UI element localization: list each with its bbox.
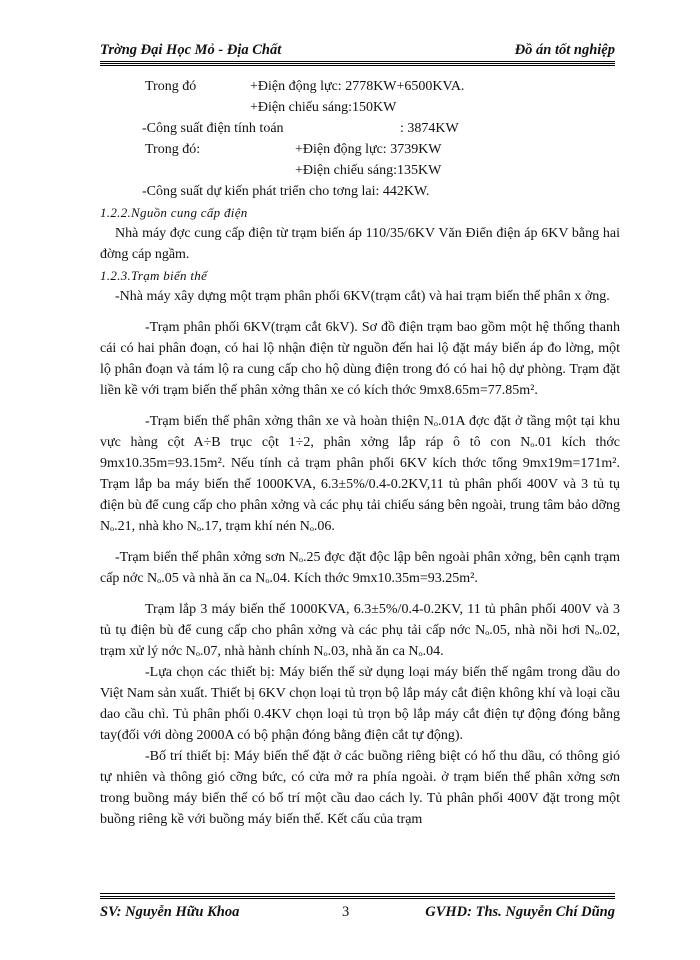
page-number: 3 bbox=[342, 904, 350, 920]
paragraph-tram-son: -Trạm biến thế phân xởng sơn Nₒ.25 đợc đặt độc lập bên ngoài phân xởng, bên cạnh trạm cấp nớc Nₒ.05 và nhà ăn ca Nₒ.04. Kích thớc 9mx10.35m=93.25m². bbox=[100, 550, 620, 586]
page-header bbox=[100, 42, 615, 62]
document-body bbox=[100, 76, 620, 830]
power-line-3 bbox=[100, 118, 620, 139]
paragraph-bo-tri-thiet-bi: -Bố trí thiết bị: Máy biến thế đặt ở các buồng riêng biệt có hố thu dầu, có thông gió tự nhiên và thông gió cỡng bức, có cửa mở ra phía ngoài. ở trạm biến thế phân xởng sơn trong buồng máy biến thế có bố trí một cầu dao cách ly. Tủ phân phối 400V đặt trong một buồng riêng kề với buồng máy biến thế. Kết cấu của trạm bbox=[100, 749, 620, 827]
header-rule-thin bbox=[100, 65, 615, 66]
header-university: Trờng Đại Học Mỏ - Địa Chất bbox=[100, 42, 282, 58]
power-line-5 bbox=[100, 160, 620, 181]
footer-advisor: GVHD: Ths. Nguyễn Chí Dũng bbox=[425, 904, 615, 920]
paragraph-tram-cat: -Trạm phân phối 6KV(trạm cắt 6kV). Sơ đồ điện trạm bao gồm một hệ thống thanh cái có hai phân đoạn, có hai lộ nhận điện từ nguồn đến hai lộ đặt máy biến áp đo lờng, một lộ phân đoạn và tám lộ ra cung cấp cho hộ dùng điện trong đó có hai hộ dự phòng. Trạm đặt liền kề với trạm biến thế phân xởng thân xe có kích thớc 9mx8.65m=77.85m². bbox=[100, 320, 620, 398]
power-line-1 bbox=[100, 76, 620, 97]
value-dong-luc-1: +Điện động lực: 2778KW+6500KVA. bbox=[250, 79, 465, 94]
footer-rule bbox=[100, 896, 615, 899]
header-doc-type: Đồ án tốt nghiệp bbox=[514, 42, 615, 58]
label-cong-suat-tinh-toan: -Công suất điện tính toán bbox=[142, 121, 284, 136]
paragraph-lua-chon-thiet-bi: -Lựa chọn các thiết bị: Máy biến thế sử dụng loại máy biến thế ngâm trong dầu do Việt Nam sản xuất. Thiết bị 6KV chọn loại tủ trọn bộ lắp máy cắt điện không khí và loại cầu dao cầu chì. Tủ phân phối 0.4KV chọn loại tủ trọn bộ lắp máy cắt điện tự động đóng bằng tay(đối với dòng 2000A có bộ phận đóng bằng điện cắt tự động). bbox=[100, 665, 620, 743]
paragraph-tram-lap: Trạm lắp 3 máy biến thế 1000KVA, 6.3±5%/0.4-0.2KV, 11 tủ phân phối 400V và 3 tủ tụ điện bù để cung cấp cho phân xởng và các phụ tải cấp nớc Nₒ.05, nhà nồi hơi Nₒ.02, trạm xử lý nớc Nₒ.07, nhà hành chính Nₒ.03, nhà ăn ca Nₒ.04. bbox=[100, 602, 620, 659]
paragraph-tram-than-xe: -Trạm biến thế phân xởng thân xe và hoàn thiện Nₒ.01A đợc đặt ở tầng một tại khu vực hàng cột A÷B trục cột 1÷2, phân xởng lắp ráp ô tô con Nₒ.01 kích thớc 9mx10.35m=93.15m². Nếu tính cả trạm phân phối 6KV kích thớc tổng 9mx19m=171m². Trạm lắp ba máy biến thế 1000KVA, 6.3±5%/0.4-0.2KV,11 tủ phân phối 400V và 3 tủ tụ điện bù để cung cấp cho phân xởng và các phụ tải chiếu sáng bên ngoài, trung tâm bảo dỡng Nₒ.21, nhà kho Nₒ.17, trạm khí nén Nₒ.06. bbox=[100, 414, 620, 534]
section-heading-1-2-2: 1.2.2.Nguồn cung cấp điện bbox=[100, 205, 248, 220]
value-du-kien: -Công suất dự kiến phát triển cho tơng lai: 442KW. bbox=[142, 184, 430, 199]
paragraph-tram-phan-phoi-intro: -Nhà máy xây dựng một trạm phân phối 6KV(trạm cắt) và hai trạm biến thế phân x ởng. bbox=[115, 289, 610, 304]
footer-student: SV: Nguyễn Hữu Khoa bbox=[100, 904, 240, 920]
value-dong-luc-2: +Điện động lực: 3739KW bbox=[295, 142, 442, 157]
label-trong-do-2: Trong đó: bbox=[145, 142, 201, 157]
footer-rule-thin bbox=[100, 893, 615, 894]
power-line-2 bbox=[100, 97, 620, 118]
value-chieu-sang-1: +Điện chiếu sáng:150KW bbox=[250, 100, 397, 115]
paragraph-nguon-cung-cap: Nhà máy đợc cung cấp điện từ trạm biến áp 110/35/6KV Văn Điển điện áp 6KV bằng hai đờng cáp ngầm. bbox=[100, 226, 620, 262]
value-chieu-sang-2: +Điện chiếu sáng:135KW bbox=[295, 163, 442, 178]
section-heading-1-2-3: 1.2.3.Trạm biến thế bbox=[100, 268, 208, 283]
power-line-6 bbox=[100, 181, 620, 202]
page-footer bbox=[100, 904, 615, 926]
header-rule bbox=[100, 61, 615, 64]
value-cong-suat-tinh-toan: : 3874KW bbox=[400, 121, 459, 136]
power-line-4 bbox=[100, 139, 620, 160]
label-trong-do: Trong đó bbox=[145, 79, 197, 94]
